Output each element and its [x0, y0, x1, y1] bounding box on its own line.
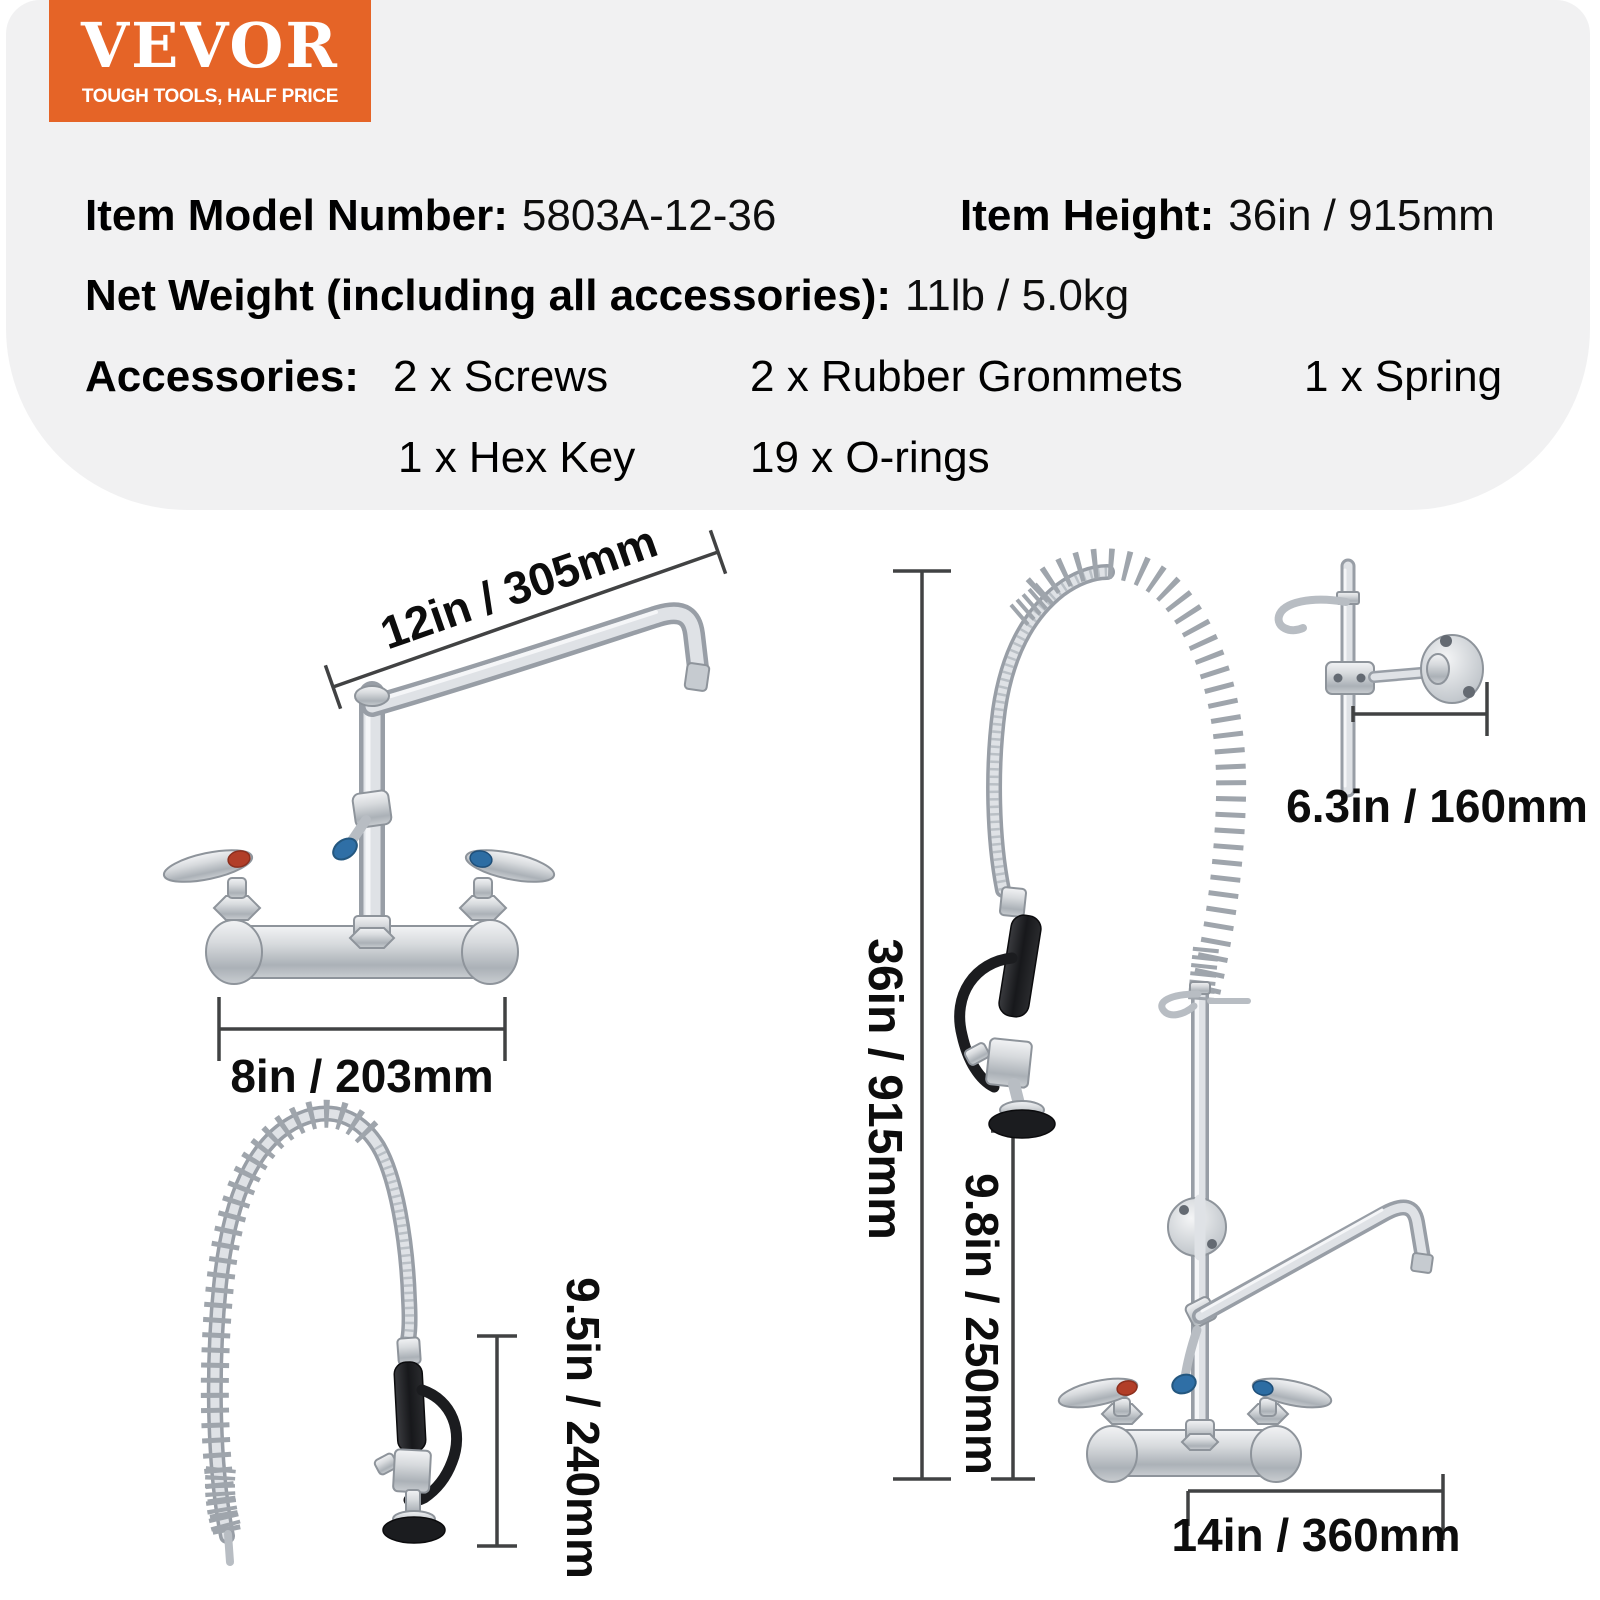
dim-faucet-center	[219, 997, 505, 1102]
dim-label-spout-reach: 14in / 360mm	[1171, 1509, 1461, 1561]
dim-riser-height	[956, 1131, 1035, 1479]
dim-label-faucet-center: 8in / 203mm	[230, 1050, 494, 1102]
accessory-item: 1 x Hex Key	[398, 433, 636, 482]
dim-overall-height	[858, 571, 951, 1479]
brand-name: VEVOR	[81, 8, 339, 82]
sprayer-grip	[394, 1361, 427, 1452]
dim-label-sprayer-height: 9.5in / 240mm	[557, 1277, 609, 1579]
dim-sprayer-height	[477, 1277, 609, 1579]
dim-bracket-length	[1286, 682, 1588, 832]
dim-label-riser-height: 9.8in / 250mm	[956, 1173, 1008, 1475]
assembly-sprayer-grip	[997, 913, 1043, 1018]
spec-weight-label: Net Weight (including all accessories):	[85, 271, 892, 320]
accessory-item: 1 x Spring	[1304, 352, 1503, 401]
dim-label-overall-height: 36in / 915mm	[858, 938, 911, 1240]
spec-weight-value: 11lb / 5.0kg	[905, 271, 1130, 320]
wall-bracket-diagram	[1279, 566, 1588, 832]
spout-nozzle	[684, 663, 709, 692]
spec-height-label: Item Height:	[960, 191, 1215, 240]
accessory-item: 19 x O-rings	[750, 433, 990, 482]
assembly-spring	[1036, 563, 1231, 998]
sprayer-hose-diagram	[215, 1114, 609, 1579]
accessory-item: 2 x Rubber Grommets	[750, 352, 1183, 401]
dim-label-bracket-length: 6.3in / 160mm	[1286, 780, 1588, 832]
bracket-hook	[1279, 600, 1346, 631]
spec-model-label: Item Model Number:	[85, 191, 508, 240]
accessory-item: 2 x Screws	[393, 352, 609, 401]
bracket-clamp	[1326, 662, 1374, 694]
brand-tagline: TOUGH TOOLS, HALF PRICE	[81, 85, 339, 107]
spec-height-value: 36in / 915mm	[1228, 191, 1495, 240]
faucet-spout-diagram	[161, 515, 725, 1102]
sprayer-face	[383, 1517, 445, 1543]
spec-model-value: 5803A-12-36	[521, 191, 777, 240]
dim-label-spout-length: 12in / 305mm	[373, 514, 664, 660]
dim-spout-reach	[1172, 1474, 1461, 1561]
spec-accessories-label: Accessories:	[85, 352, 359, 401]
assembly-spout-nozzle	[1411, 1253, 1433, 1274]
assembly-sprayer-face	[989, 1110, 1055, 1138]
